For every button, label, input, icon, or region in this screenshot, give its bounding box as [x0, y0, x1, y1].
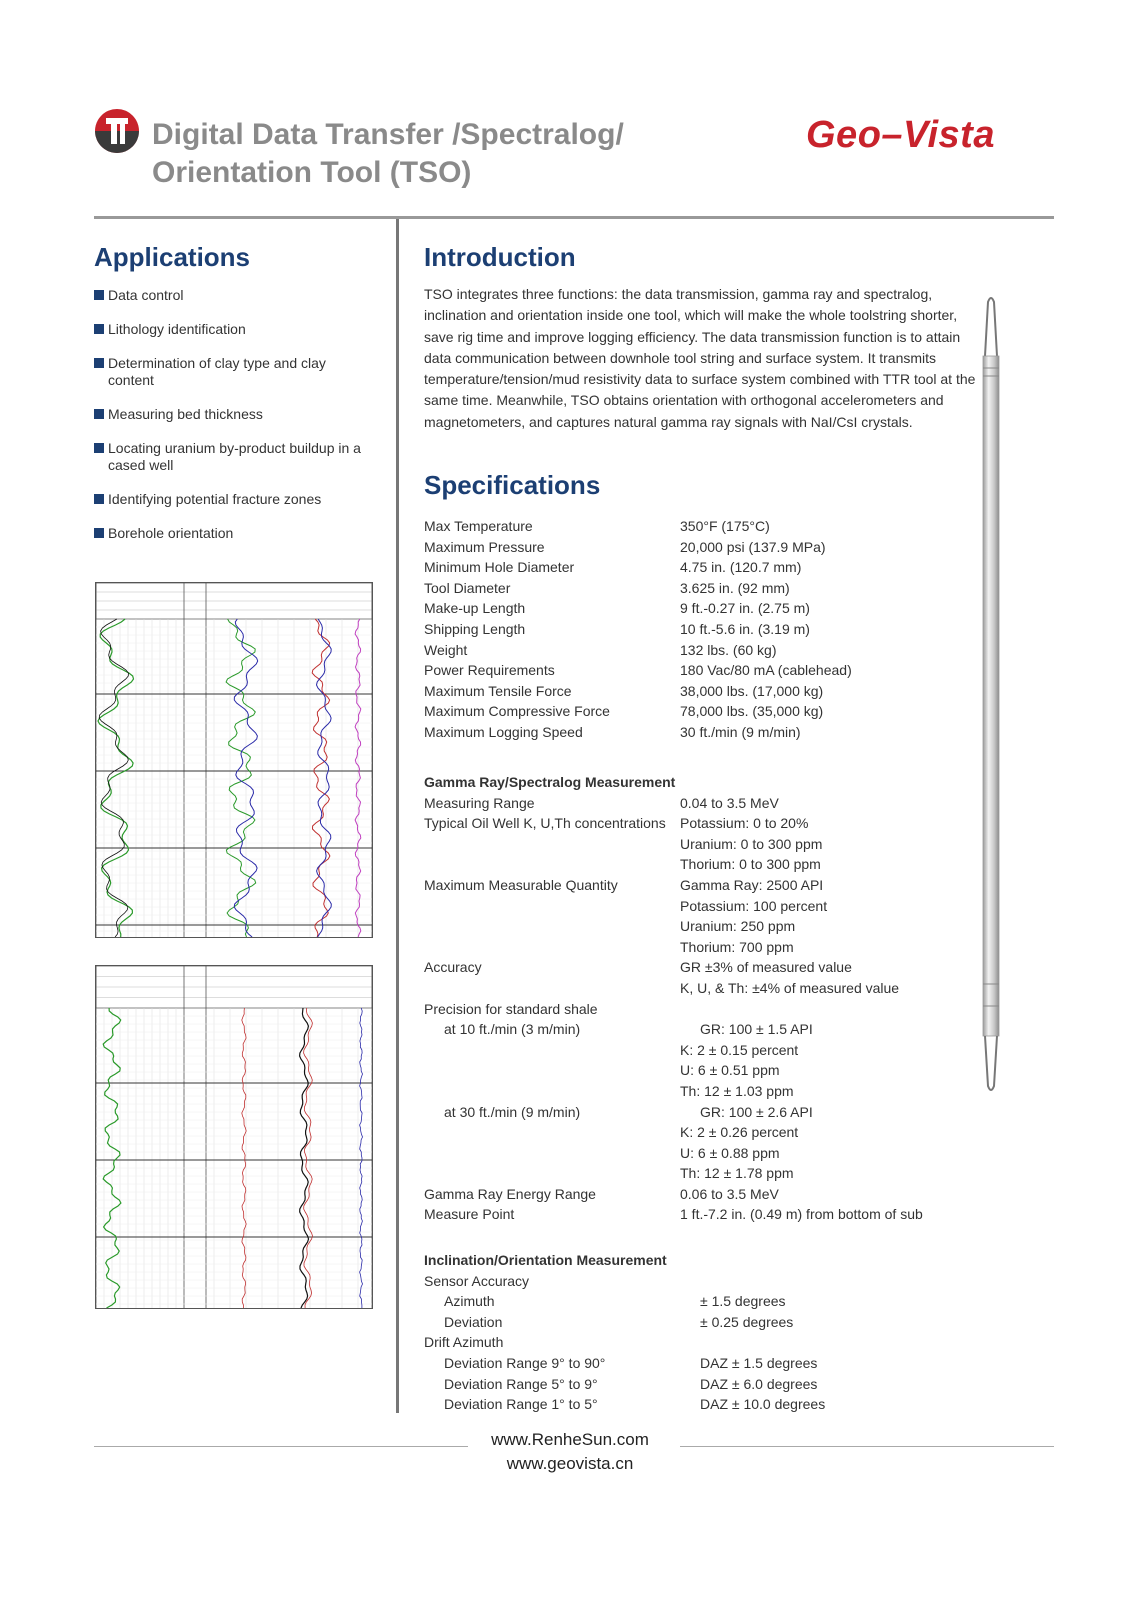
spec-value: 9 ft.-0.27 in. (2.75 m) [680, 600, 810, 617]
spec-label: Deviation Range 9° to 90° [444, 1354, 606, 1371]
spec-label [424, 1122, 680, 1143]
spec-value: 10 ft.-5.6 in. (3.19 m) [680, 620, 810, 637]
spec-row [424, 1374, 984, 1395]
spec-label: Maximum Measurable Quantity [424, 876, 618, 893]
application-item [94, 525, 374, 542]
spec-row [424, 957, 984, 978]
spec-label [424, 978, 680, 999]
spec-value: 1 ft.-7.2 in. (0.49 m) from bottom of sub [680, 1206, 923, 1223]
spec-row [424, 937, 984, 958]
page-title [152, 116, 624, 192]
spec-row [424, 619, 984, 640]
footer-divider-right [680, 1446, 1054, 1447]
spec-row [424, 578, 984, 599]
application-item-text: Data control [108, 287, 184, 303]
spec-value: Gamma Ray: 2500 API [680, 876, 824, 893]
application-item [94, 440, 374, 474]
spec-label [424, 1060, 680, 1081]
spec-value: Th: 12 ± 1.03 ppm [680, 1082, 794, 1099]
specs-inclination-section [424, 1250, 984, 1415]
spec-label [424, 1081, 680, 1102]
spec-label: Typical Oil Well K, U,Th concentrations [424, 815, 666, 832]
spec-row [424, 1143, 984, 1164]
spec-label: at 30 ft./min (9 m/min) [444, 1103, 581, 1120]
application-item [94, 491, 374, 508]
specs-gamma-table [424, 793, 984, 1225]
spec-row [424, 1312, 984, 1333]
title-line-1: Digital Data Transfer /Spectralog/ [152, 118, 624, 151]
spec-value: Th: 12 ± 1.78 ppm [680, 1165, 794, 1182]
spec-label: Minimum Hole Diameter [424, 559, 575, 576]
spec-label: Maximum Tensile Force [424, 682, 572, 699]
spec-row [424, 1019, 984, 1040]
brand-logo-text: Geo–Vista [806, 114, 995, 156]
spec-label: Tool Diameter [424, 579, 511, 596]
bullet-square-icon [94, 494, 104, 504]
spec-value: 0.06 to 3.5 MeV [680, 1185, 779, 1202]
application-item-text: Borehole orientation [108, 525, 234, 541]
spec-row [424, 660, 984, 681]
spec-value: ± 0.25 degrees [700, 1313, 794, 1330]
spec-value: Thorium: 0 to 300 ppm [680, 856, 821, 873]
spec-label [424, 896, 680, 917]
header-divider [94, 216, 1054, 219]
spec-value: Potassium: 0 to 20% [680, 815, 809, 832]
spec-row [424, 537, 984, 558]
column-divider [396, 219, 399, 1413]
spec-value: K: 2 ± 0.15 percent [680, 1041, 799, 1058]
spec-value: GR ±3% of measured value [680, 959, 852, 976]
footer-links [470, 1428, 670, 1476]
spec-row [424, 701, 984, 722]
spec-row [424, 640, 984, 661]
introduction-text: TSO integrates three functions: the data transmission, gamma ray and spectralog, inclination and orientation inside one tool, which will make the whole toolstring shorter, save rig time and improve logging efficiency. The data transmission function is to attain data communication between downhole tool string and surface system. It transmits temperature/tension/mud resistivity data to surface system combined with TTR tool at the same time. Meanwhile, TSO obtains orientation with orthogonal accelerometers and magnetometers, and captures natural gamma ray signals with NaI/CsI crystals. [424, 286, 976, 430]
spec-label: Max Temperature [424, 518, 533, 534]
spec-row [424, 516, 984, 537]
spec-label: Azimuth [444, 1293, 495, 1310]
spec-row [424, 1081, 984, 1102]
spectral-curve [226, 619, 256, 937]
spec-label: Deviation Range 1° to 5° [444, 1396, 598, 1413]
specs-gamma-section [424, 772, 984, 1225]
spec-value: 20,000 psi (137.9 MPa) [680, 538, 826, 555]
spec-label: Measuring Range [424, 794, 535, 811]
spec-label: Measure Point [424, 1206, 515, 1223]
spec-value: 78,000 lbs. (35,000 kg) [680, 703, 824, 720]
spec-value: DAZ ± 6.0 degrees [700, 1375, 818, 1392]
spec-value: DAZ ± 1.5 degrees [700, 1354, 818, 1371]
spec-label: Precision for standard shale [424, 1000, 598, 1017]
bullet-square-icon [94, 528, 104, 538]
spec-value: U: 6 ± 0.88 ppm [680, 1144, 780, 1161]
bullet-square-icon [94, 358, 104, 368]
spec-label [424, 854, 680, 875]
spec-value: 0.04 to 3.5 MeV [680, 794, 779, 811]
spec-value: 180 Vac/80 mA (cablehead) [680, 662, 852, 679]
application-item-text: Lithology identification [108, 321, 246, 337]
inclination-section-heading: Inclination/Orientation Measurement [424, 1252, 667, 1268]
spec-row [424, 722, 984, 743]
spec-row [424, 1184, 984, 1205]
spec-value: GR: 100 ± 1.5 API [700, 1021, 813, 1038]
application-item-text: Locating uranium by-product buildup in a cased well [108, 440, 361, 473]
footer-url-geovista[interactable]: www.geovista.cn [506, 1454, 634, 1473]
footer-divider-left [94, 1446, 468, 1447]
spec-label: Deviation [444, 1313, 503, 1330]
spec-label: Power Requirements [424, 662, 555, 679]
spec-row [424, 557, 984, 578]
resistivity-curve [242, 1008, 246, 1308]
title-line-2: Orientation Tool (TSO) [152, 156, 472, 189]
spec-label [424, 937, 680, 958]
spec-row [424, 1353, 984, 1374]
spec-row [424, 916, 984, 937]
spec-value: Uranium: 250 ppm [680, 918, 796, 935]
specifications-heading: Specifications [424, 470, 601, 500]
resistivity-shallow-curve [304, 1008, 313, 1308]
spec-row [424, 1163, 984, 1184]
specs-inclination-table [424, 1271, 984, 1415]
thorium-curve [312, 619, 330, 937]
spec-value: K: 2 ± 0.26 percent [680, 1124, 799, 1141]
spec-value: U: 6 ± 0.51 ppm [680, 1062, 780, 1079]
spec-label: Shipping Length [424, 620, 526, 637]
spec-label: Maximum Logging Speed [424, 723, 583, 740]
specs-general-table [424, 516, 984, 743]
spec-value: ± 1.5 degrees [700, 1293, 786, 1310]
spec-label: Gamma Ray Energy Range [424, 1185, 596, 1202]
spec-row [424, 1122, 984, 1143]
spec-label: at 10 ft./min (3 m/min) [444, 1021, 581, 1038]
spec-label: Sensor Accuracy [424, 1272, 530, 1289]
spec-value: 30 ft./min (9 m/min) [680, 723, 801, 740]
spec-value: GR: 100 ± 2.6 API [700, 1103, 813, 1120]
spec-row [424, 1394, 984, 1415]
well-log-chart-1 [95, 582, 373, 938]
spec-row [424, 999, 984, 1020]
application-item [94, 287, 374, 304]
spec-label: Drift Azimuth [424, 1334, 504, 1351]
gamma-ray-total-curve [99, 619, 128, 937]
spec-row [424, 1204, 984, 1225]
spec-row [424, 1060, 984, 1081]
spec-label: Make-up Length [424, 600, 526, 617]
spec-label [424, 1143, 680, 1164]
spec-row [424, 1332, 984, 1353]
gamma-section-heading: Gamma Ray/Spectralog Measurement [424, 774, 676, 790]
spec-row [424, 681, 984, 702]
spec-value: 38,000 lbs. (17,000 kg) [680, 682, 824, 699]
spec-row [424, 834, 984, 855]
uranium-curve [317, 619, 332, 937]
spec-value: Uranium: 0 to 300 ppm [680, 835, 823, 852]
applications-list [94, 287, 374, 559]
spec-label: Weight [424, 641, 468, 658]
application-item-text: Measuring bed thickness [108, 406, 263, 422]
spec-row [424, 896, 984, 917]
spec-value: 132 lbs. (60 kg) [680, 641, 777, 658]
spec-row [424, 1102, 984, 1123]
spec-value: DAZ ± 10.0 degrees [700, 1396, 826, 1413]
spec-row [424, 1271, 984, 1292]
spec-row [424, 854, 984, 875]
spec-row [424, 978, 984, 999]
applications-heading: Applications [94, 242, 251, 272]
bullet-square-icon [94, 409, 104, 419]
spec-label [424, 1163, 680, 1184]
spec-row [424, 875, 984, 896]
spec-value: 3.625 in. (92 mm) [680, 579, 790, 596]
spec-label [424, 916, 680, 937]
caliper-curve [360, 1008, 363, 1308]
introduction-heading: Introduction [424, 242, 576, 272]
spec-value: 4.75 in. (120.7 mm) [680, 559, 802, 576]
bullet-square-icon [94, 290, 104, 300]
bullet-square-icon [94, 443, 104, 453]
spec-row [424, 1040, 984, 1061]
application-item [94, 321, 374, 338]
spec-value: Potassium: 100 percent [680, 897, 828, 914]
spec-label: Deviation Range 5° to 9° [444, 1375, 598, 1392]
spec-label: Maximum Pressure [424, 538, 545, 555]
spec-value: 350°F (175°C) [680, 518, 770, 534]
spec-label: Maximum Compressive Force [424, 703, 610, 720]
company-logo [94, 108, 140, 154]
spec-row [424, 793, 984, 814]
spec-label: Accuracy [424, 959, 482, 976]
application-item-text: Determination of clay type and clay content [108, 355, 326, 388]
spec-value: Thorium: 700 ppm [680, 938, 794, 955]
spec-value: K, U, & Th: ±4% of measured value [680, 979, 900, 996]
spec-row [424, 813, 984, 834]
spec-row [424, 1291, 984, 1312]
well-log-chart-2 [95, 965, 373, 1309]
application-item [94, 355, 374, 389]
application-item-text: Identifying potential fracture zones [108, 491, 322, 507]
footer-url-renhesun[interactable]: www.RenheSun.com [491, 1430, 649, 1449]
spec-label [424, 1040, 680, 1061]
bullet-square-icon [94, 324, 104, 334]
spec-label [424, 834, 680, 855]
spec-row [424, 598, 984, 619]
application-item [94, 406, 374, 423]
